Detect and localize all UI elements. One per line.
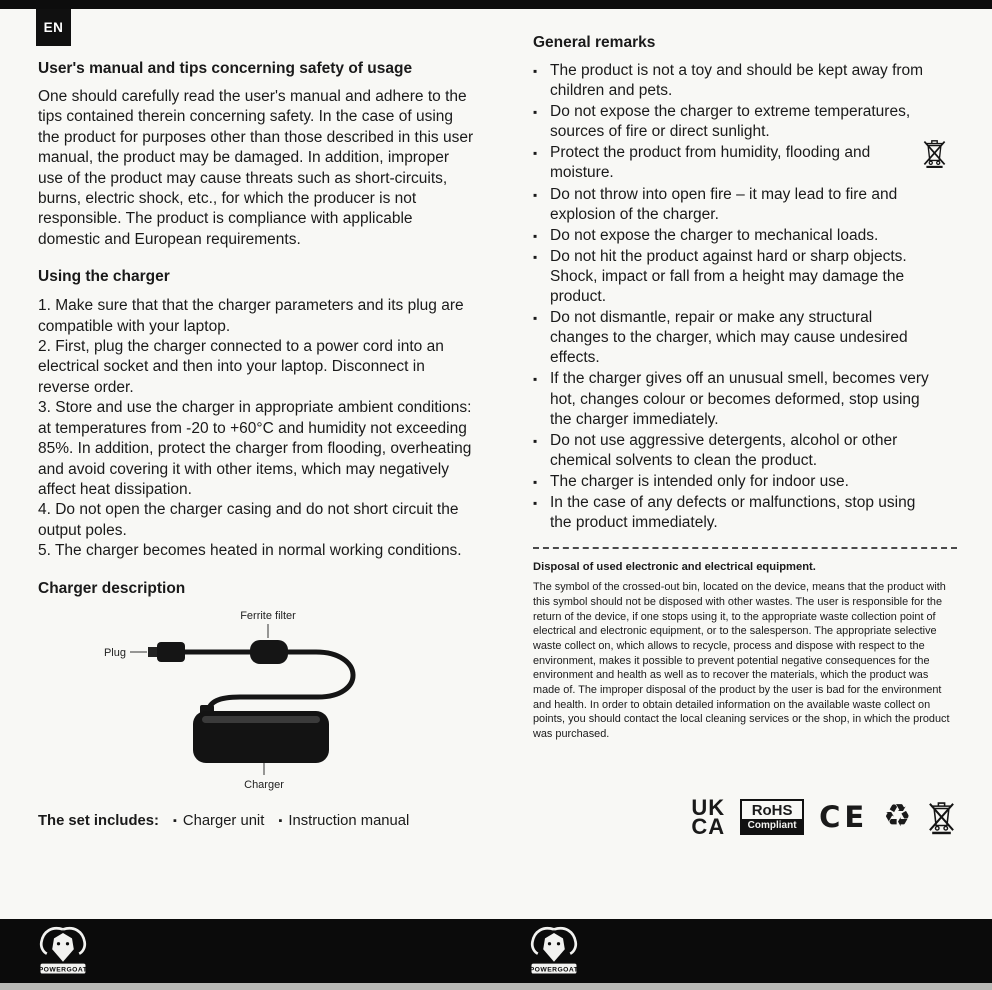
- remark-text: Do not expose the charger to extreme temperatures, sources of fire or direct sunlight.: [550, 103, 911, 141]
- remark-item: [533, 102, 935, 142]
- goat-emblem-icon: [36, 923, 90, 979]
- weee-bin-icon: [926, 799, 957, 835]
- general-remarks-list: [533, 61, 935, 533]
- charger-description-heading: Charger description: [38, 579, 186, 597]
- set-includes-item: ▪ Charger unit: [173, 813, 264, 829]
- ukca-mark-bottom: CA: [691, 813, 726, 839]
- set-includes-line: [38, 813, 475, 829]
- remark-text: If the charger gives off an unusual smell, becomes very hot, changes colour or becomes deformed, stop using the charger immediately.: [550, 370, 929, 428]
- using-step: 5. The charger becomes heated in normal working conditions.: [38, 542, 462, 560]
- right-column: [533, 34, 957, 839]
- remark-item: [533, 472, 935, 492]
- charger-label: Charger: [244, 778, 284, 791]
- certifications-row: [533, 794, 957, 839]
- goat-emblem-icon: [527, 923, 581, 979]
- language-badge: [36, 9, 71, 46]
- rohs-mark: [740, 799, 804, 835]
- using-steps: [38, 296, 475, 561]
- dashed-divider: [533, 547, 957, 549]
- remark-item: [533, 185, 935, 225]
- safety-paragraph: One should carefully read the user's manual and adhere to the tips contained therein concerning safety. In the case of using the product for purposes other than those described in this user manual, the product may be damaged. In addition, improper use of the product may cause threats such as short-circuits, burns, electric shock, etc., for which the producer is not responsible. The product is compliance with applicable domestic and European requirements.: [38, 88, 474, 248]
- using-step: 3. Store and use the charger in appropriate ambient conditions: at temperatures from -20 to +60°C and humidity not exceeding 85%. In addition, protect the charger from flooding, overheating and avoid covering it with other items, which may negatively affect heat dissipation.: [38, 399, 472, 498]
- remark-item: [533, 247, 935, 307]
- bullet-marker: [533, 61, 541, 101]
- set-includes-item: ▪ Instruction manual: [278, 813, 409, 829]
- remark-text: The product is not a toy and should be kept away from children and pets.: [550, 62, 924, 100]
- rohs-mark-subtitle: Compliant: [742, 819, 802, 833]
- ce-mark: CE: [819, 799, 869, 834]
- remark-item: [533, 493, 935, 533]
- weee-bin-icon-small: [921, 137, 948, 169]
- powergoat-logo: [527, 923, 581, 984]
- bullet-marker: [533, 185, 541, 225]
- general-remarks-heading: General remarks: [533, 34, 656, 51]
- remark-item: [533, 308, 935, 368]
- remark-text: Do not use aggressive detergents, alcohol or other chemical solvents to clean the product.: [550, 431, 898, 469]
- ukca-mark: [691, 794, 726, 839]
- remark-text: Do not throw into open fire – it may lead to fire and explosion of the charger.: [550, 185, 898, 223]
- bullet-marker: [533, 247, 541, 307]
- bullet-marker: [533, 472, 541, 492]
- bullet-marker: [533, 431, 541, 471]
- powergoat-logo-text: POWERGOAT: [38, 966, 88, 974]
- plug-body-shape: [157, 642, 185, 662]
- remark-item: [533, 61, 935, 101]
- remark-text: In the case of any defects or malfunctions, stop using the product immediately.: [550, 493, 916, 532]
- language-badge-label: EN: [43, 20, 64, 35]
- charger-brick-highlight: [202, 716, 320, 723]
- recycling-icon: ♻: [883, 798, 911, 835]
- plug-tip-shape: [148, 647, 157, 657]
- bullet-marker: [533, 308, 541, 368]
- bullet-marker: [533, 493, 541, 533]
- safety-heading: User's manual and tips concerning safety of usage: [38, 60, 413, 77]
- top-edge-strip: [0, 0, 992, 9]
- disposal-paragraph: The symbol of the crossed-out bin, located on the device, means that the product with this symbol should not be disposed with other wastes. The user is responsible for the return of the device, if one stops using it, to the appropriate waste collection point of electrical and electronic equipment, or to the salesperson. The appropriate selective waste collect on, which allows to recycle, process and dispose with respect to the environment, makes it possible to prevent potential negative consequences for the environment and health as well as to recover the materials, which the product was made of. The improper disposal of the product by the user is bad for the environment and health. In order to obtain detailed information on the available waste collect on points, you should contact the local cleaning services or the shop, in which the product was purchased.: [533, 581, 950, 741]
- bullet-marker: [533, 102, 541, 142]
- using-step: 1. Make sure that that the charger parameters and its plug are compatible with your laptop.: [38, 297, 464, 335]
- remark-text: Protect the product from humidity, flooding and moisture.: [550, 144, 871, 182]
- bottom-edge-strip: [0, 983, 992, 990]
- ukca-mark-top: UK: [691, 794, 726, 820]
- footer-bar: [0, 919, 992, 983]
- remark-text: The charger is intended only for indoor use.: [550, 472, 849, 490]
- remark-text: Do not dismantle, repair or make any structural changes to the charger, which may cause undesired effects.: [550, 309, 908, 367]
- remark-item: [533, 431, 935, 471]
- rohs-mark-title: RoHS: [751, 801, 793, 819]
- remark-item: [533, 143, 935, 183]
- bullet-marker: [533, 369, 541, 429]
- set-includes-label: The set includes:: [38, 812, 159, 829]
- using-step: 2. First, plug the charger connected to a power cord into an electrical socket and then into your laptop. Disconnect in reverse order.: [38, 338, 444, 396]
- powergoat-logo: [36, 923, 90, 984]
- powergoat-logo-text: POWERGOAT: [529, 966, 579, 974]
- remark-text: Do not expose the charger to mechanical loads.: [550, 226, 879, 244]
- remark-item: [533, 369, 935, 429]
- ferrite-filter-label: Ferrite filter: [240, 609, 296, 622]
- charger-diagram-drawing: [78, 607, 438, 792]
- remark-item: [533, 226, 935, 246]
- charger-diagram: [38, 607, 475, 797]
- using-step: 4. Do not open the charger casing and do not short circuit the output poles.: [38, 501, 459, 539]
- left-column: [38, 60, 475, 829]
- disposal-heading: Disposal of used electronic and electrical equipment.: [533, 561, 816, 574]
- plug-label: Plug: [103, 646, 126, 659]
- ferrite-filter-shape: [250, 640, 288, 664]
- bullet-marker: [533, 226, 541, 246]
- using-charger-heading: Using the charger: [38, 268, 170, 286]
- bullet-marker: [533, 143, 541, 183]
- remark-text: Do not hit the product against hard or sharp objects. Shock, impact or fall from a height may damage the product.: [550, 247, 907, 306]
